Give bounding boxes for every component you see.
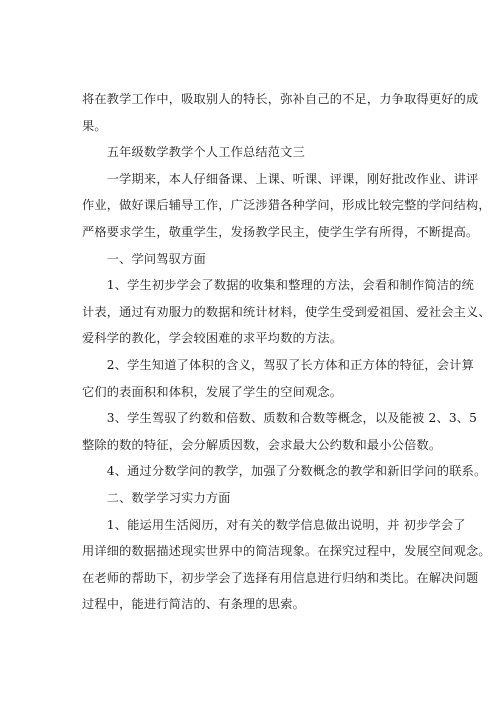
heading-knowledge xyxy=(82,246,427,273)
text-line: 爱科学的教化，学会较困难的求平均数的方法。 xyxy=(82,331,343,346)
text-line: 4、通过分数学问的教学，加强了分数概念的教学和新旧学问的联系。 xyxy=(82,464,487,479)
text-line: 一学期来，本人仔细备课、上课、听课、评课，刚好批改作业、讲评 xyxy=(82,171,479,186)
document-body xyxy=(82,86,491,618)
text-line: 一、学问驾驭方面 xyxy=(82,251,206,266)
text-line: 2、学生知道了体积的含义，驾驭了长方体和正方体的特征，会计算 xyxy=(82,357,474,372)
heading-ability xyxy=(82,485,427,512)
paragraph-item-4 xyxy=(82,458,487,485)
text-line: 果。 xyxy=(82,118,107,133)
paragraph-continuation xyxy=(82,86,479,139)
paragraph-ability-1 xyxy=(82,512,491,618)
section-title xyxy=(82,139,427,166)
text-line: 在老师的帮助下，初步学会了选择有用信息进行归纳和类比。在解决问题 xyxy=(82,570,479,585)
text-line: 严格要求学生，敬重学生，发扬教学民主，使学生学有所得，不断提高。 xyxy=(82,224,479,239)
paragraph-item-2 xyxy=(82,352,474,405)
text-line: 它们的表面积和体积，发展了学生的空间观念。 xyxy=(82,384,343,399)
text-line: 整除的数的特征，会分解质因数，会求最大公约数和最小公倍数。 xyxy=(82,437,442,452)
text-line: 作业，做好课后辅导工作，广泛涉猎各种学问，形成比较完整的学问结构， xyxy=(82,198,491,213)
paragraph-item-1 xyxy=(82,272,491,352)
text-line: 五年级数学教学个人工作总结范文三 xyxy=(82,145,305,160)
text-line: 将在教学工作中，吸取别人的特长，弥补自己的不足，力争取得更好的成 xyxy=(82,92,479,106)
text-line: 1、能运用生活阅历，对有关的数学信息做出说明，并 初步学会了 xyxy=(82,517,466,532)
paragraph-intro xyxy=(82,166,491,246)
text-line: 过程中，能进行简洁的、有条理的思索。 xyxy=(82,597,305,612)
text-line: 1、学生初步学会了数据的收集和整理的方法，会看和制作简洁的统 xyxy=(82,278,474,293)
text-line: 二、数学学习实力方面 xyxy=(82,490,231,505)
paragraph-item-3 xyxy=(82,405,478,458)
text-line: 用详细的数据描述现实世界中的简洁现象。在探究过程中，发展空间观念。 xyxy=(82,544,491,559)
text-line: 3、学生驾驭了约数和倍数、质数和合数等概念，以及能被 2、3、5 xyxy=(82,411,478,426)
text-line: 计表，通过有劝服力的数据和统计材料，使学生受到爱祖国、爱社会主义、 xyxy=(82,304,491,319)
